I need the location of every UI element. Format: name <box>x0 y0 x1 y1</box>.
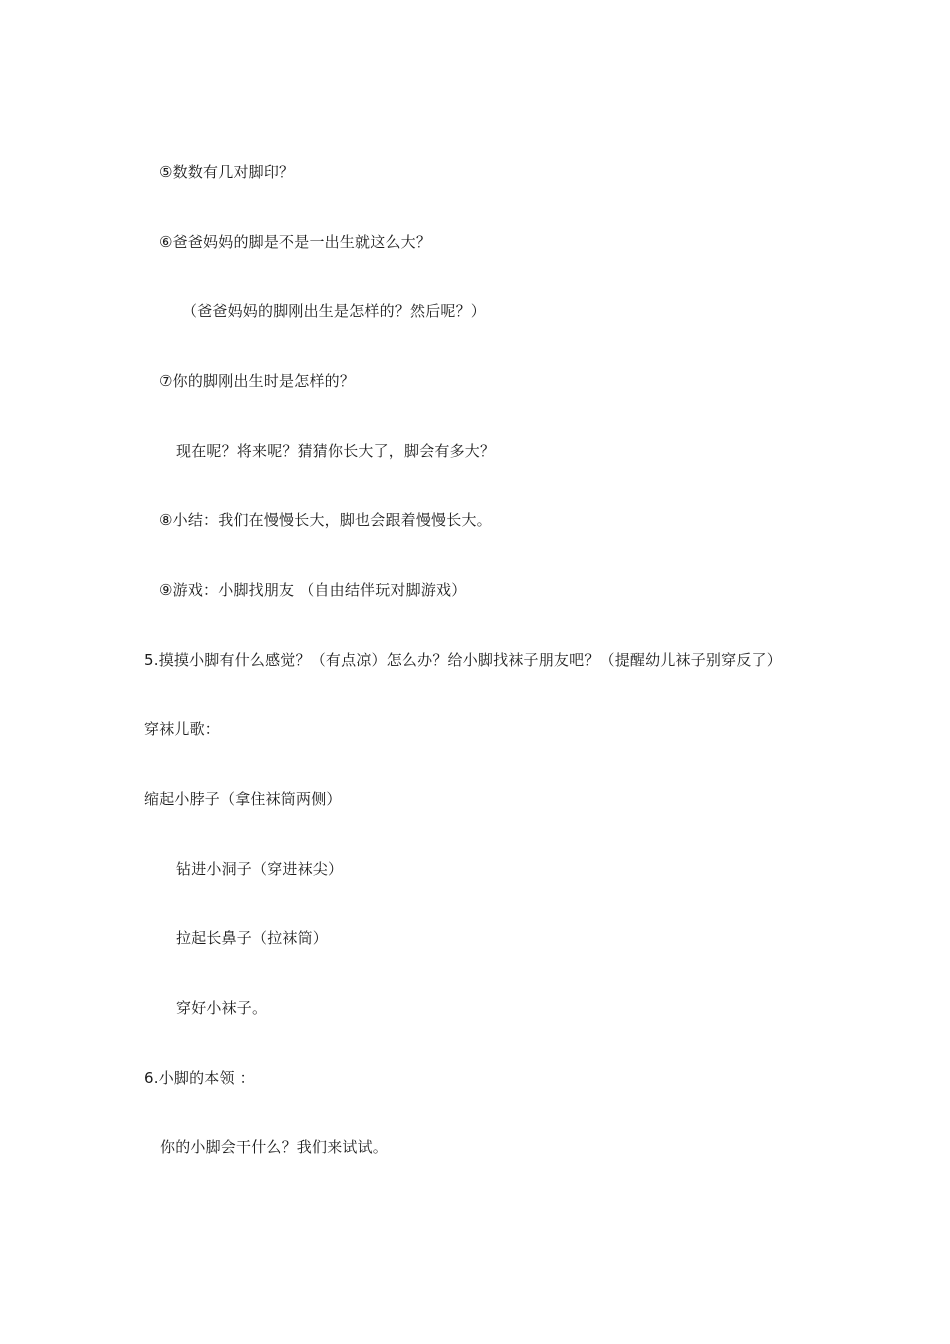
item-your-feet-now: 现在呢？将来呢？猜猜你长大了，脚会有多大？ <box>176 442 496 460</box>
song-line-4: 穿好小袜子。 <box>176 999 268 1017</box>
item-count-footprints: ⑤数数有几对脚印？ <box>159 163 295 181</box>
item-your-feet: ⑦你的脚刚出生时是怎样的？ <box>159 372 356 390</box>
section-5-heading: 5.摸摸小脚有什么感觉？（有点凉）怎么办？给小脚找袜子朋友吧？（提醒幼儿袜子别穿反了） <box>144 651 782 669</box>
item-parents-feet: ⑥爸爸妈妈的脚是不是一出生就这么大？ <box>159 233 432 251</box>
item-game: ⑨游戏：小脚找朋友 （自由结伴玩对脚游戏） <box>159 581 467 599</box>
item-parents-feet-note: （爸爸妈妈的脚刚出生是怎样的？然后呢？） <box>182 302 487 320</box>
section-6-body: 你的小脚会干什么？我们来试试。 <box>160 1138 389 1156</box>
song-line-2: 钻进小洞子（穿进袜尖） <box>176 860 344 878</box>
song-line-3: 拉起长鼻子（拉袜筒） <box>176 929 329 947</box>
section-6-heading: 6.小脚的本领 ： <box>144 1069 255 1087</box>
item-summary: ⑧小结：我们在慢慢长大，脚也会跟着慢慢长大。 <box>159 511 492 529</box>
song-line-1: 缩起小脖子（拿住袜筒两侧） <box>144 790 342 808</box>
song-title: 穿袜儿歌： <box>144 720 221 738</box>
